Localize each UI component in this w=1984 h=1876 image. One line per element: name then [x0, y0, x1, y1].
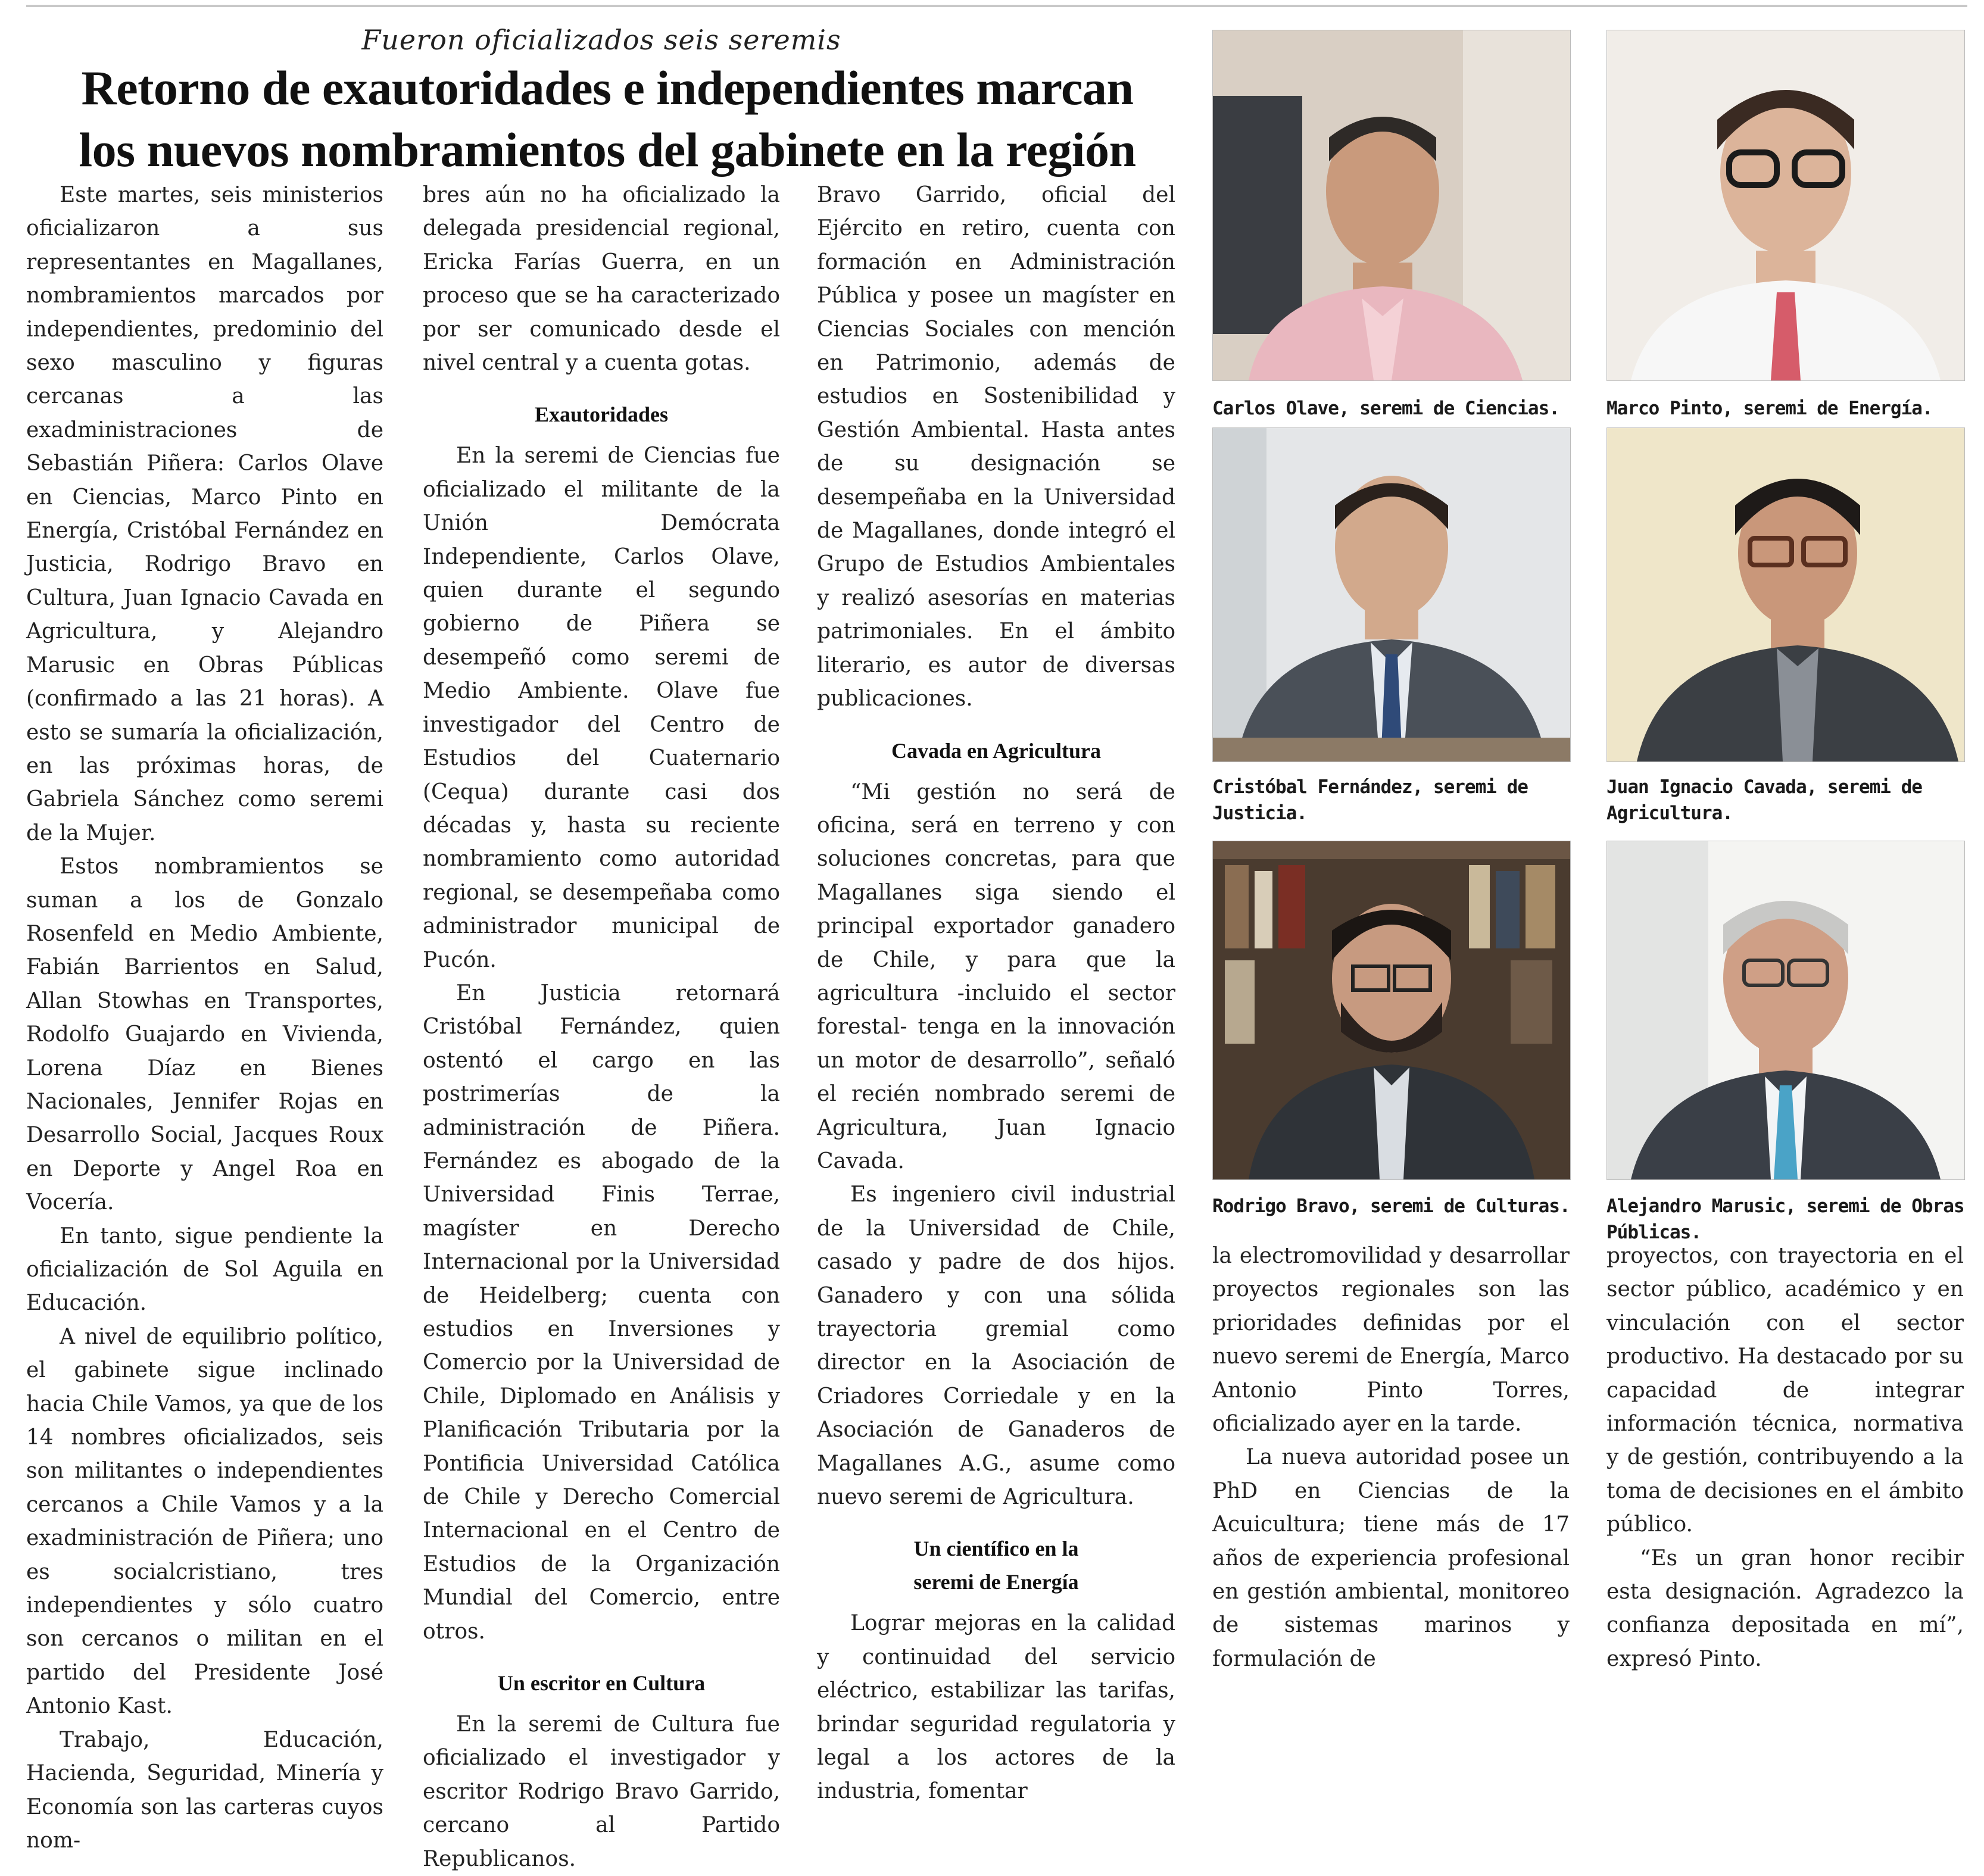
paragraph: En tanto, sigue pendiente la oficialización de Sol Aguila en Educación.: [26, 1223, 383, 1316]
paragraph: la electromovilidad y desarrollar proyectos regionales son las prioridades definidas por el nuevo seremi de Energía, Marco Antonio Pinto Torres, oficializado ayer en la tarde.: [1212, 1244, 1570, 1437]
caption-cristobal-fernandez: Cristóbal Fernández, seremi de Justicia.: [1212, 776, 1528, 824]
caption-marco-pinto: Marco Pinto, seremi de Energía.: [1606, 398, 1933, 419]
photo-carlos-olave: [1212, 30, 1571, 381]
photo-alejandro-marusic: [1606, 841, 1965, 1180]
article-column-5: [1606, 1240, 1964, 1676]
paragraph: En la seremi de Cultura fue oficializado el investigador y escritor Rodrigo Bravo Garrido, cercano al Partido Republicanos.: [423, 1712, 780, 1871]
paragraph: bres aún no ha oficializado la delegada presidencial regional, Ericka Farías Guerra, en un proceso que se ha caracterizado por ser comunicado desde el nivel central y a cuenta gotas.: [423, 183, 780, 376]
kicker: Fueron oficializados seis seremis: [361, 24, 841, 56]
paragraph: A nivel de equilibrio político, el gabinete sigue inclinado hacia Chile Vamos, ya que de los 14 nombres oficializados, seis son militantes o independientes cercanos a Chile Vamos y a la exadministración de Piñera; uno es socialcristiano, tres independientes y sólo cuatro son cercanos o militan en el partido del Presidente José Antonio Kast.: [26, 1324, 383, 1719]
subheading-line-1: Un científico en la: [913, 1537, 1079, 1561]
caption-carlos-olave: Carlos Olave, seremi de Ciencias.: [1212, 398, 1559, 419]
headline-line-1: Retorno de exautoridades e independientes marcan: [81, 61, 1134, 115]
photo-marco-pinto: [1606, 30, 1965, 381]
photo-rodrigo-bravo: [1212, 841, 1571, 1180]
article-column-1: [26, 179, 383, 1858]
paragraph: “Es un gran honor recibir esta designación. Agradezco la confianza depositada en mí”, expresó Pinto.: [1606, 1546, 1964, 1671]
article-column-4: [1212, 1240, 1570, 1676]
paragraph: En la seremi de Ciencias fue oficializado el militante de la Unión Demócrata Independiente, Carlos Olave, quien durante el segundo gobierno de Piñera se desempeñó como seremi de Medio Ambiente. Olave fue investigador del Centro de Estudios del Cuaternario (Cequa) durante casi dos décadas y, hasta su reciente nombramiento como autoridad regional, se desempeñaba como administrador municipal de Pucón.: [423, 444, 780, 972]
subheading-cientifico-energia: [817, 1532, 1175, 1599]
caption-juan-ignacio-cavada: Juan Ignacio Cavada, seremi de Agricultura.: [1606, 776, 1922, 824]
headline: [36, 57, 1179, 181]
article-column-3: [817, 179, 1175, 1809]
subheading-exautoridades: Exautoridades: [534, 402, 669, 427]
caption-rodrigo-bravo: Rodrigo Bravo, seremi de Culturas.: [1212, 1195, 1570, 1217]
paragraph: Este martes, seis ministerios oficializaron a sus representantes en Magallanes, nombramientos marcados por independientes, predominio del sexo masculino y figuras cercanas a las exadministraciones de Sebastián Piñera: Carlos Olave en Ciencias, Marco Pinto en Energía, Cristóbal Fernández en Justicia, Rodrigo Bravo en Cultura, Juan Ignacio Cavada en Agricultura, y Alejandro Marusic en Obras Públicas (confirmado a las 21 horas). A esto se sumaría la oficialización, en las próximas horas, de Gabriela Sánchez como seremi de la Mujer.: [26, 183, 383, 845]
paragraph: Lograr mejoras en la calidad y continuidad del servicio eléctrico, estabilizar las tarifas, brindar seguridad regulatoria y legal a los actores de la industria, fomentar: [817, 1611, 1175, 1804]
subheading-cavada-agricultura: Cavada en Agricultura: [891, 738, 1101, 763]
photo-cristobal-fernandez: [1212, 427, 1571, 762]
caption-alejandro-marusic: Alejandro Marusic, seremi de Obras Públicas.: [1606, 1195, 1964, 1243]
paragraph: Es ingeniero civil industrial de la Universidad de Chile, casado y padre de dos hijos. Ganadero y con una sólida trayectoria gremial como director en la Asociación de Criadores Corriedale y en la Asociación de Ganaderos de Magallanes A.G., asume como nuevo seremi de Agricultura.: [817, 1182, 1175, 1510]
paragraph: La nueva autoridad posee un PhD en Ciencias de la Acuicultura; tiene más de 17 años de experiencia profesional en gestión ambiental, monitoreo de sistemas marinos y formulación de: [1212, 1445, 1570, 1671]
paragraph: “Mi gestión no será de oficina, será en terreno y con soluciones concretas, para que Magallanes siga siendo el principal exportador ganadero de Chile, y para que la agricultura -incluido el sector forestal- tenga en la innovación un motor de desarrollo”, señaló el recién nombrado seremi de Agricultura, Juan Ignacio Cavada.: [817, 779, 1175, 1173]
top-rule: [26, 5, 1967, 7]
headline-line-2: los nuevos nombramientos del gabinete en la región: [79, 123, 1136, 177]
paragraph: Estos nombramientos se suman a los de Gonzalo Rosenfeld en Medio Ambiente, Fabián Barrientos en Salud, Allan Stowhas en Transportes, Rodolfo Guajardo en Vivienda, Lorena Díaz en Bienes Nacionales, Jennifer Rojas en Desarrollo Social, Jacques Roux en Deporte y Angel Roa en Vocería.: [26, 854, 383, 1215]
photo-juan-ignacio-cavada: [1606, 427, 1965, 762]
paragraph: En Justicia retornará Cristóbal Fernández, quien ostentó el cargo en las postrimerías de la administración de Piñera. Fernández es abogado de la Universidad Finis Terrae, magíster en Derecho Internacional por la Universidad de Heidelberg; cuenta con estudios en Inversiones y Comercio por la Universidad de Chile, Diplomado en Análisis y Planificación Tributaria por la Pontificia Universidad Católica de Chile y Derecho Comercial Internacional en el Centro de Estudios de la Organización Mundial del Comercio, entre otros.: [423, 981, 780, 1644]
article-column-2: [423, 179, 780, 1876]
paragraph: proyectos, con trayectoria en el sector público, académico y en vinculación con el sector productivo. Ha destacado por su capacidad de integrar información técnica, normativa y de gestión, contribuyendo a la toma de decisiones en el ámbito público.: [1606, 1244, 1964, 1537]
subheading-line-2: seremi de Energía: [913, 1570, 1079, 1594]
paragraph: Bravo Garrido, oficial del Ejército en retiro, cuenta con formación en Administración Pública y posee un magíster en Ciencias Sociales con mención en Patrimonio, además de estudios en Sostenibilidad y Gestión Ambiental. Hasta antes de su designación se desempeñaba en la Universidad de Magallanes, donde integró el Grupo de Estudios Ambientales y realizó asesorías en materias patrimoniales. En el ámbito literario, es autor de diversas publicaciones.: [817, 183, 1175, 711]
paragraph: Trabajo, Educación, Hacienda, Seguridad, Minería y Economía son las carteras cuyos nom-: [26, 1727, 383, 1853]
subheading-escritor-cultura: Un escritor en Cultura: [497, 1671, 706, 1696]
